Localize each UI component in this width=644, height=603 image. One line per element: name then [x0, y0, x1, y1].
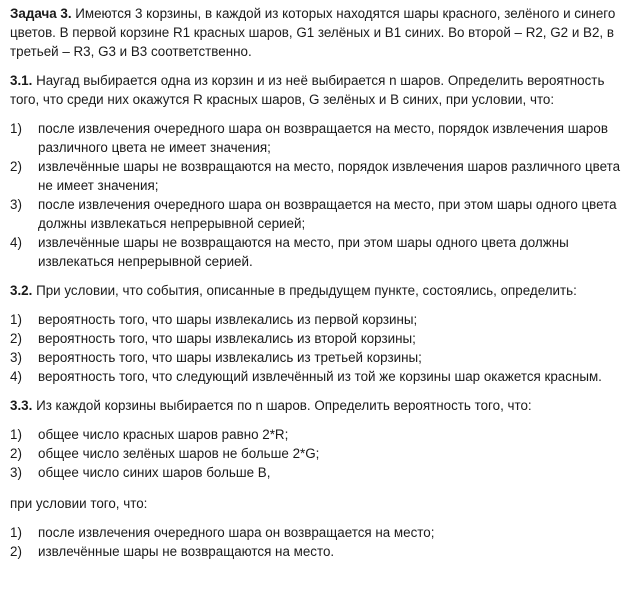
list-item — [10, 425, 634, 444]
list-item-text: после извлечения очередного шара он возвращается на место; — [38, 525, 435, 540]
condition-list — [10, 523, 634, 561]
section-3-3-text: Из каждой корзины выбирается по n шаров. Определить вероятность того, что: — [32, 398, 532, 413]
list-item-text: вероятность того, что шары извлекались из третьей корзины; — [38, 350, 422, 365]
section-3-3-heading — [10, 396, 634, 415]
list-item-text: общее число красных шаров равно 2*R; — [38, 427, 289, 442]
list-item-number: 2) — [10, 331, 22, 346]
task-text: Имеются 3 корзины, в каждой из которых находятся шары красного, зелёного и синего цветов. В первой корзине R1 красных шаров, G1 зелёных и B1 синих. Во второй – R2, G2 и B2, в третьей – R3, G3 и B3 соответственно. — [10, 6, 616, 59]
list-item-text: общее число зелёных шаров не больше 2*G; — [38, 446, 320, 461]
list-item — [10, 157, 634, 195]
section-3-2-label: 3.2. — [10, 283, 33, 298]
list-item-text: общее число синих шаров больше B, — [38, 465, 271, 480]
list-item-text: извлечённые шары не возвращаются на место. — [38, 544, 335, 559]
section-3-2-heading — [10, 281, 634, 300]
section-3-2-text: При условии, что события, описанные в предыдущем пункте, состоялись, определить: — [32, 283, 577, 298]
list-item-number: 4) — [10, 369, 22, 384]
section-3-1-heading — [10, 71, 634, 109]
section-3-1-text: Наугад выбирается одна из корзин и из неё выбирается n шаров. Определить вероятность того, что среди них окажутся R красных шаров, G зелёных и B синих, при условии, что: — [10, 73, 605, 107]
list-item — [10, 348, 634, 367]
list-item — [10, 463, 634, 482]
list-item-number: 1) — [10, 312, 22, 327]
list-item-text: после извлечения очередного шара он возвращается на место, порядок извлечения шаров различного цвета не имеет значения; — [38, 121, 608, 155]
list-item-number: 2) — [10, 446, 22, 461]
list-item-text: вероятность того, что следующий извлечённый из той же корзины шар окажется красным. — [38, 369, 602, 384]
list-item-number: 4) — [10, 235, 22, 250]
list-item — [10, 367, 634, 386]
list-item-number: 3) — [10, 465, 22, 480]
list-item-text: вероятность того, что шары извлекались из первой корзины; — [38, 312, 418, 327]
list-item — [10, 329, 634, 348]
list-item-number: 3) — [10, 350, 22, 365]
list-item — [10, 444, 634, 463]
list-item-number: 3) — [10, 197, 22, 212]
list-item-number: 1) — [10, 121, 22, 136]
task-intro — [10, 4, 634, 61]
section-3-1-list — [10, 119, 634, 271]
section-3-1-label: 3.1. — [10, 73, 33, 88]
list-item — [10, 523, 634, 542]
section-3-3-list — [10, 425, 634, 482]
list-item-text: вероятность того, что шары извлекались из второй корзины; — [38, 331, 416, 346]
list-item — [10, 195, 634, 233]
condition-text: при условии того, что: — [10, 496, 148, 511]
list-item-number: 2) — [10, 159, 22, 174]
section-3-2-list — [10, 310, 634, 386]
section-3-3-label: 3.3. — [10, 398, 33, 413]
list-item-number: 1) — [10, 525, 22, 540]
list-item-number: 1) — [10, 427, 22, 442]
list-item — [10, 119, 634, 157]
list-item-text: извлечённые шары не возвращаются на место, порядок извлечения шаров различного цвета не имеет значения; — [38, 159, 621, 193]
task-label: Задача 3. — [10, 6, 72, 21]
list-item-text: извлечённые шары не возвращаются на место, при этом шары одного цвета должны извлекаться непрерывной серией. — [38, 235, 569, 269]
list-item-number: 2) — [10, 544, 22, 559]
list-item — [10, 233, 634, 271]
list-item — [10, 310, 634, 329]
list-item-text: после извлечения очередного шара он возвращается на место, при этом шары одного цвета должны извлекаться непрерывной серией; — [38, 197, 617, 231]
list-item — [10, 542, 634, 561]
